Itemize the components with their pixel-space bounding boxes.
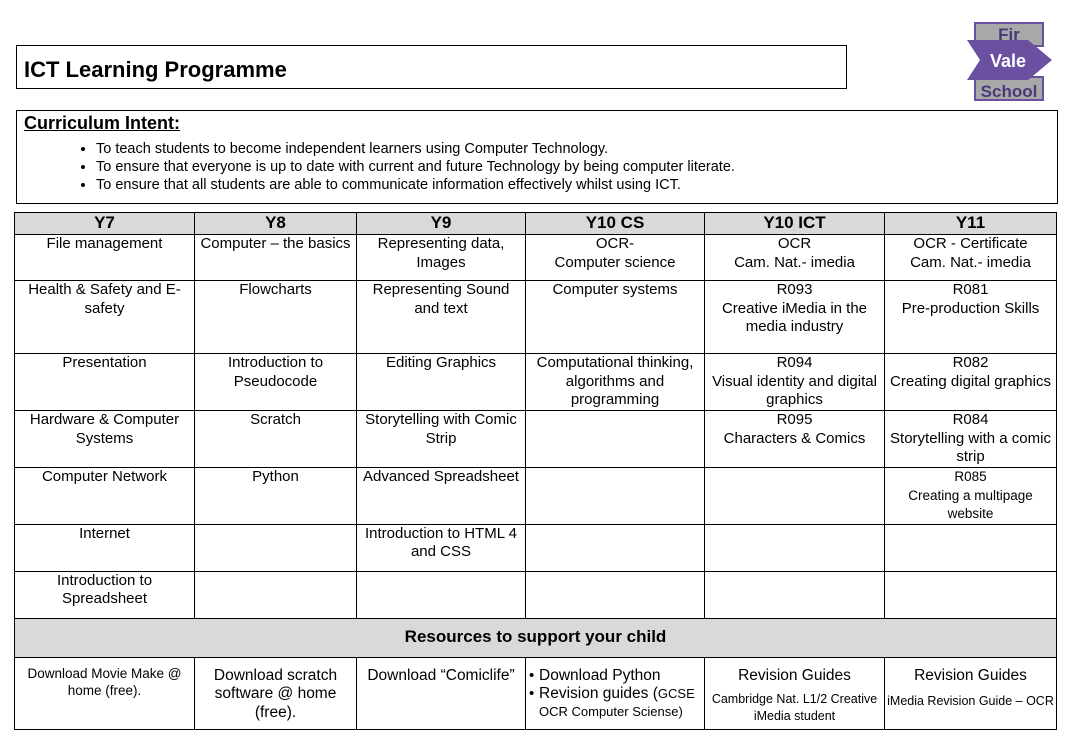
logo-word-fir: Fir bbox=[998, 25, 1020, 44]
cell-y10-ict bbox=[705, 571, 885, 618]
resource-y10-ict-title: Revision Guides bbox=[738, 666, 851, 684]
cell-y9: Editing Graphics bbox=[357, 354, 526, 411]
resource-python: • Download Python bbox=[539, 667, 702, 685]
cell-y9: Advanced Spreadsheet bbox=[357, 468, 526, 525]
resource-list bbox=[528, 667, 702, 721]
cell-y8: Flowcharts bbox=[195, 281, 357, 354]
school-logo bbox=[966, 22, 1054, 102]
header-row bbox=[15, 213, 1057, 235]
resources-heading: Resources to support your child bbox=[15, 618, 1057, 657]
table-row bbox=[15, 281, 1057, 354]
intent-point: • To ensure that all students are able to communicate information effectively whilst using ICT. bbox=[96, 176, 735, 194]
cell-y11: R084 Storytelling with a comic strip bbox=[885, 411, 1057, 468]
unit-code: R093 bbox=[776, 281, 813, 298]
cell-y10-cs: OCR- Computer science bbox=[526, 235, 705, 281]
cell-y9: Representing Sound and text bbox=[357, 281, 526, 354]
resource-y10-ict bbox=[705, 657, 885, 729]
cell-y9: Representing data, Images bbox=[357, 235, 526, 281]
intent-point: • To teach students to become independent learners using Computer Technology. bbox=[96, 140, 735, 158]
cell-y7: Hardware & Computer Systems bbox=[15, 411, 195, 468]
programme-table bbox=[14, 212, 1057, 730]
cell-y10-ict: OCR Cam. Nat.- imedia bbox=[705, 235, 885, 281]
cell-y9: Storytelling with Comic Strip bbox=[357, 411, 526, 468]
cell-y10-cs bbox=[526, 571, 705, 618]
cell-y7: File management bbox=[15, 235, 195, 281]
cell-y10-ict bbox=[705, 411, 885, 468]
cell-y11: R085 Creating a multipage website bbox=[885, 468, 1057, 525]
col-header-y10-ict: Y10 ICT bbox=[705, 213, 885, 235]
cell-y8: Python bbox=[195, 468, 357, 525]
page-title: ICT Learning Programme bbox=[24, 57, 287, 82]
resource-y11 bbox=[885, 657, 1057, 729]
cell-y10-cs bbox=[526, 468, 705, 525]
cell-y10-cs: Computer systems bbox=[526, 281, 705, 354]
table-row bbox=[15, 354, 1057, 411]
cell-y7: Internet bbox=[15, 524, 195, 571]
col-header-y11: Y11 bbox=[885, 213, 1057, 235]
unit-title: Creative iMedia in the media industry bbox=[721, 299, 868, 335]
intent-heading: Curriculum Intent: bbox=[24, 113, 180, 133]
cell-y10-ict bbox=[705, 468, 885, 525]
cell-y10-ict bbox=[705, 524, 885, 571]
resource-y10-ict-detail: Cambridge Nat. L1/2 Creative iMedia student bbox=[711, 692, 878, 723]
table-row bbox=[15, 571, 1057, 618]
col-header-y9: Y9 bbox=[357, 213, 526, 235]
table-row bbox=[15, 411, 1057, 468]
resources-row bbox=[15, 657, 1057, 729]
resource-y11-detail: iMedia Revision Guide – OCR bbox=[887, 694, 1054, 708]
unit-code: R095 bbox=[776, 411, 813, 428]
resources-banner-row bbox=[15, 618, 1057, 657]
resource-revision-guides: • Revision guides (GCSE OCR Computer Sciense) bbox=[539, 685, 702, 721]
cell-y8: Scratch bbox=[195, 411, 357, 468]
logo-word-vale: Vale bbox=[990, 51, 1027, 71]
resource-y7: Download Movie Make @ home (free). bbox=[15, 657, 195, 729]
col-header-y8: Y8 bbox=[195, 213, 357, 235]
intent-point: • To ensure that everyone is up to date with current and future Technology by being computer literate. bbox=[96, 158, 735, 176]
cell-y11: R082 Creating digital graphics bbox=[885, 354, 1057, 411]
table-row bbox=[15, 235, 1057, 281]
table-row bbox=[15, 524, 1057, 571]
logo-word-school: School bbox=[980, 82, 1038, 101]
cell-y11 bbox=[885, 524, 1057, 571]
intent-list bbox=[17, 140, 735, 194]
resource-y11-title: Revision Guides bbox=[914, 666, 1027, 684]
cell-y11: R081 Pre-production Skills bbox=[885, 281, 1057, 354]
cell-y7: Presentation bbox=[15, 354, 195, 411]
cell-y10-cs bbox=[526, 524, 705, 571]
cell-y11: OCR - Certificate Cam. Nat.- imedia bbox=[885, 235, 1057, 281]
resource-y10-cs bbox=[526, 657, 705, 729]
cell-y7: Introduction to Spreadsheet bbox=[15, 571, 195, 618]
resource-y8: Download scratch software @ home (free). bbox=[195, 657, 357, 729]
cell-y9 bbox=[357, 571, 526, 618]
cell-y8: Computer – the basics bbox=[195, 235, 357, 281]
cell-y10-ict: R094 Visual identity and digital graphics bbox=[705, 354, 885, 411]
resource-y9: Download “Comiclife” bbox=[357, 657, 526, 729]
curriculum-intent bbox=[16, 110, 1058, 204]
cell-y11 bbox=[885, 571, 1057, 618]
col-header-y10-cs: Y10 CS bbox=[526, 213, 705, 235]
cell-y7: Health & Safety and E-safety bbox=[15, 281, 195, 354]
cell-y10-cs bbox=[526, 411, 705, 468]
cell-y8 bbox=[195, 524, 357, 571]
cell-y10-cs: Computational thinking, algorithms and programming bbox=[526, 354, 705, 411]
title-box bbox=[16, 45, 847, 89]
col-header-y7: Y7 bbox=[15, 213, 195, 235]
table-row bbox=[15, 468, 1057, 525]
cell-y8 bbox=[195, 571, 357, 618]
cell-y10-ict bbox=[705, 281, 885, 354]
cell-y8: Introduction to Pseudocode bbox=[195, 354, 357, 411]
cell-y7: Computer Network bbox=[15, 468, 195, 525]
unit-title: Characters & Comics bbox=[723, 429, 866, 447]
cell-y9: Introduction to HTML 4 and CSS bbox=[357, 524, 526, 571]
